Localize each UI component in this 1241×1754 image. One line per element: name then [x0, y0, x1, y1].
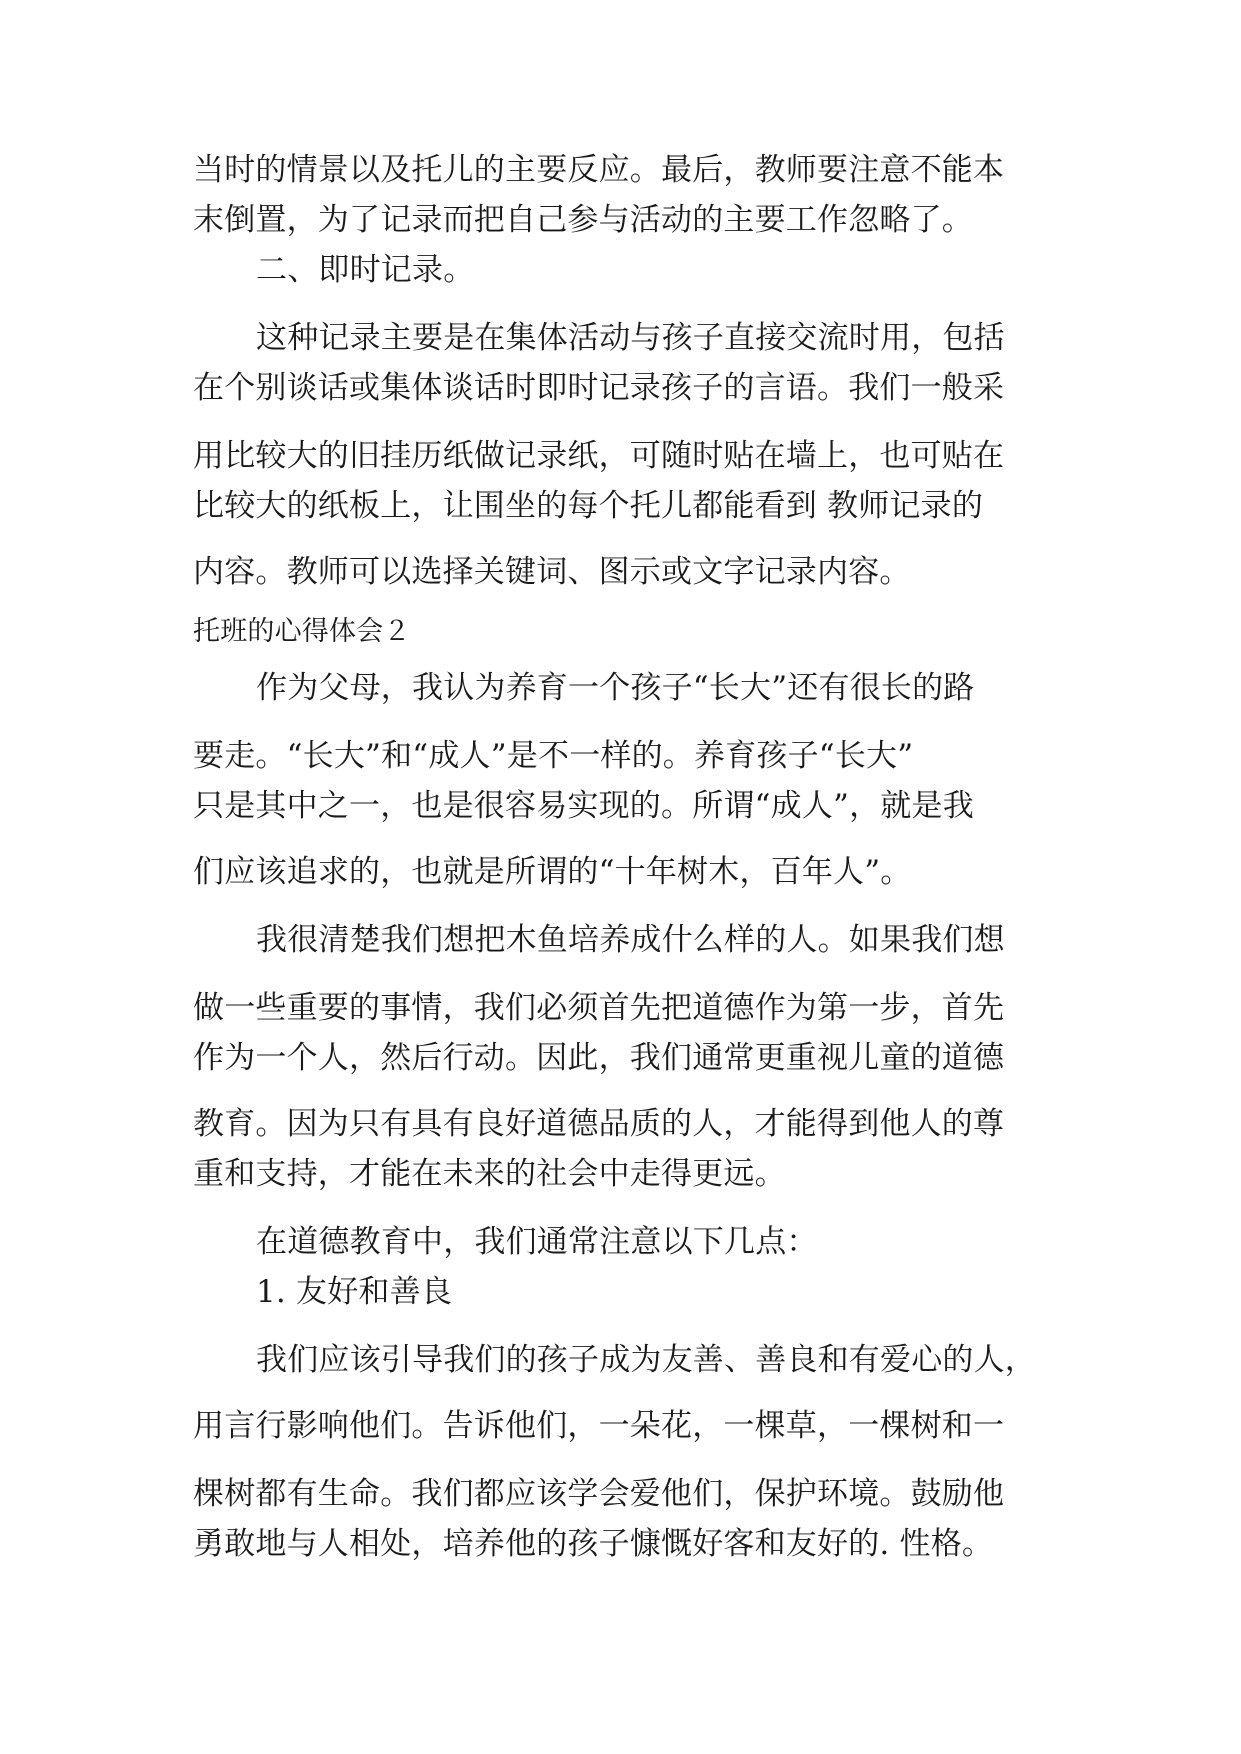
- paragraph-line: 只是其中之一，也是很容易实现的。所谓“成人”，就是我: [193, 788, 974, 824]
- paragraph-line: 在道德教育中，我们通常注意以下几点：: [256, 1224, 818, 1260]
- paragraph-line: 要走。“长大”和“成人”是不一样的。养育孩子“长大”: [193, 738, 914, 774]
- paragraph-line: 我们应该引导我们的孩子成为友善、善良和有爱心的人，: [256, 1342, 1036, 1378]
- paragraph-line: 这种记录主要是在集体活动与孩子直接交流时用，包括: [256, 320, 1005, 356]
- paragraph-line: 内容。教师可以选择关键词、图示或文字记录内容。: [193, 554, 911, 590]
- paragraph-line: 用比较大的旧挂历纸做记录纸，可随时贴在墙上，也可贴在: [193, 438, 1005, 474]
- paragraph-line: 比较大的纸板上，让围坐的每个托儿都能看到 教师记录的: [193, 488, 984, 524]
- section-heading: 二、即时记录。: [256, 252, 475, 288]
- paragraph-line: 棵树都有生命。我们都应该学会爱他们，保护环境。鼓励他: [193, 1476, 1005, 1512]
- paragraph-line: 作为一个人，然后行动。因此，我们通常更重视儿童的道德: [193, 1040, 1005, 1076]
- paragraph-line: 勇敢地与人相处，培养他的孩子慷慨好客和友好的. 性格。: [193, 1526, 994, 1562]
- paragraph-line: 教育。因为只有具有良好道德品质的人，才能得到他人的尊: [193, 1106, 1005, 1142]
- paragraph-line: 我很清楚我们想把木鱼培养成什么样的人。如果我们想: [256, 922, 1005, 958]
- document-title: 托班的心得体会２: [193, 616, 411, 647]
- paragraph-line: 当时的情景以及托儿的主要反应。最后，教师要注意不能本: [193, 152, 1005, 188]
- list-item-heading: 1. 友好和善良: [256, 1274, 453, 1310]
- paragraph-line: 在个别谈话或集体谈话时即时记录孩子的言语。我们一般采: [193, 370, 1005, 406]
- paragraph-line: 做一些重要的事情，我们必须首先把道德作为第一步，首先: [193, 990, 1005, 1026]
- paragraph-line: 用言行影响他们。告诉他们，一朵花，一棵草，一棵树和一: [193, 1408, 1005, 1444]
- paragraph-line: 们应该追求的，也就是所谓的“十年树木，百年人”。: [193, 854, 912, 890]
- paragraph-line: 重和支持，才能在未来的社会中走得更远。: [193, 1156, 786, 1192]
- paragraph-line: 末倒置，为了记录而把自己参与活动的主要工作忽略了。: [193, 202, 973, 238]
- paragraph-line: 作为父母，我认为养育一个孩子“长大”还有很长的路: [256, 670, 975, 706]
